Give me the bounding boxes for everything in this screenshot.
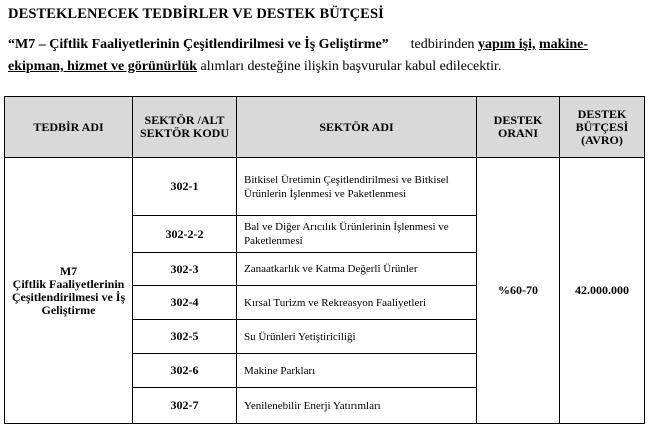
header-tedbir-adi: TEDBİR ADI xyxy=(5,97,133,158)
sector-code: 302-2-2 xyxy=(133,216,237,253)
header-sektor-kodu: SEKTÖR /ALT SEKTÖR KODU xyxy=(133,97,237,158)
sector-code: 302-3 xyxy=(133,253,237,286)
sector-code: 302-5 xyxy=(133,320,237,354)
sector-name: Bal ve Diğer Arıcılık Ürünlerinin İşlenmesi ve Paketlenmesi xyxy=(237,216,477,253)
sector-name: Makine Parkları xyxy=(237,354,477,388)
support-table xyxy=(4,96,645,424)
measure-title: “M7 – Çiftlik Faaliyetlerinin Çeşitlendirilmesi ve İş Geliştirme” xyxy=(8,37,389,52)
destek-orani-value: %60-70 xyxy=(477,158,560,424)
intro-text-2: alımları desteğine ilişkin başvurular kabul edilecektir. xyxy=(200,59,502,74)
page-heading: DESTEKLENECEK TEDBİRLER VE DESTEK BÜTÇESİ xyxy=(8,6,384,22)
sector-name: Bitkisel Üretimin Çeşitlendirilmesi ve Bitkisel Ürünlerin İşlenmesi ve Paketlenmesi xyxy=(237,158,477,216)
sector-name: Su Ürünleri Yetiştiriciliği xyxy=(237,320,477,354)
header-destek-orani: DESTEK ORANI xyxy=(477,97,560,158)
sector-code: 302-7 xyxy=(133,388,237,424)
underlined-makine-ekipman: makine-ekipman, hizmet ve görünürlük xyxy=(8,37,589,74)
intro-text-1: tedbirinden xyxy=(410,37,475,52)
sector-name: Zanaatkarlık ve Katma Değerli Ürünler xyxy=(237,253,477,286)
sector-name: Yenilenebilir Enerji Yatırımları xyxy=(237,388,477,424)
tedbir-cell xyxy=(5,158,133,424)
sector-code: 302-4 xyxy=(133,286,237,320)
sector-code: 302-6 xyxy=(133,354,237,388)
tedbir-code: M7 xyxy=(59,263,78,278)
tedbir-name: Çiftlik Faaliyetlerinin Çeşitlendirilmesi ve İş Geliştirme xyxy=(11,276,126,317)
sector-name: Kırsal Turizm ve Rekreasyon Faaliyetleri xyxy=(237,286,477,320)
header-sektor-adi: SEKTÖR ADI xyxy=(237,97,477,158)
intro-paragraph xyxy=(8,34,640,78)
header-destek-butcesi: DESTEK BÜTÇESİ (AVRO) xyxy=(560,97,645,158)
table-row xyxy=(5,158,645,216)
destek-butcesi-value: 42.000.000 xyxy=(560,158,645,424)
table-header-row xyxy=(5,97,645,158)
underlined-yapim-isi: yapım işi, xyxy=(477,37,536,52)
sector-code: 302-1 xyxy=(133,158,237,216)
